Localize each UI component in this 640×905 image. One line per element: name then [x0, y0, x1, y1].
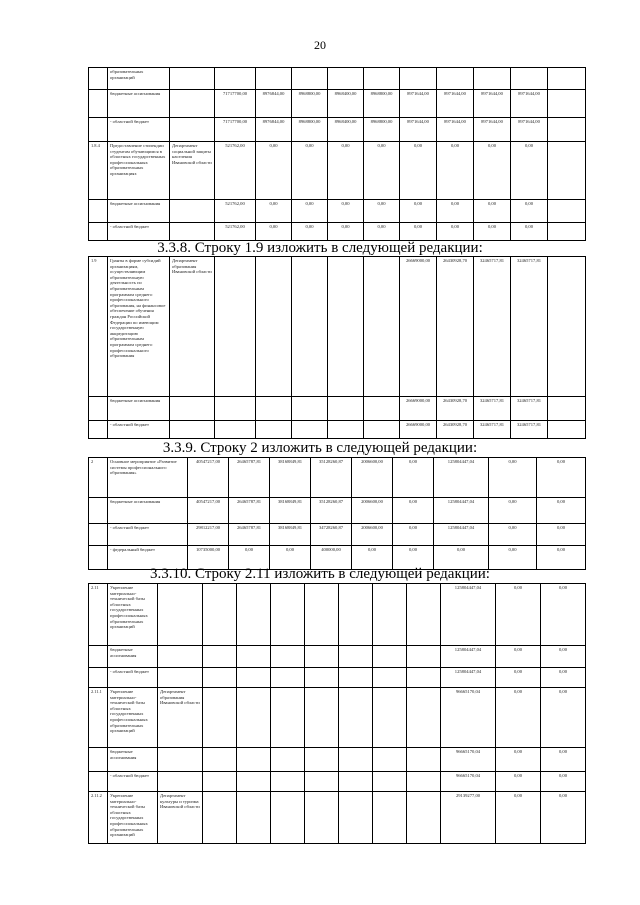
row-name: бюджетные ассигнования: [108, 90, 170, 118]
table-row: [89, 458, 586, 498]
value-cell: 0,00: [256, 142, 292, 200]
value-cell: 0,00: [292, 200, 328, 223]
value-cell: 8968800,00: [364, 90, 400, 118]
value-cell: 0,00: [229, 546, 270, 570]
value-cell: 35128260,87: [311, 498, 352, 524]
value-cell: 0,00: [393, 498, 434, 524]
value-cell: 0,00: [328, 142, 364, 200]
value-cell: 0,00: [256, 200, 292, 223]
value-cell: 125804447,04: [434, 524, 489, 546]
value-cell: 32465717,81: [511, 421, 548, 439]
value-cell: 2006600,00: [352, 458, 393, 498]
row-code: 2.11.2: [89, 792, 108, 844]
value-cell: 8971644,00: [400, 90, 437, 118]
value-cell: 32465717,81: [474, 397, 511, 421]
value-cell: 0,00: [474, 142, 511, 200]
value-cell: 125804447,04: [434, 498, 489, 524]
table-row: [89, 397, 586, 421]
row-name: - областной бюджет: [108, 772, 158, 792]
value-cell: 40547217,00: [188, 498, 229, 524]
row-name: образовательных организаций: [108, 68, 170, 90]
value-cell: 8976844,00: [256, 90, 292, 118]
value-cell: 71717700,00: [215, 118, 256, 142]
value-cell: 0,00: [511, 223, 548, 241]
value-cell: 0,00: [434, 546, 489, 570]
value-cell: 0,00: [496, 668, 541, 688]
table-row: [89, 223, 586, 241]
value-cell: 0,00: [537, 498, 586, 524]
value-cell: 26430928,70: [437, 421, 474, 439]
program-table-row-2: [88, 457, 586, 570]
value-cell: 8968400,00: [328, 118, 364, 142]
value-cell: 26669000,00: [400, 421, 437, 439]
value-cell: 2006600,00: [352, 524, 393, 546]
value-cell: 0,00: [489, 546, 537, 570]
section-heading-3-3-8: 3.3.8. Строку 1.9 изложить в следующей редакции:: [157, 240, 483, 256]
value-cell: 26465787,81: [229, 458, 270, 498]
value-cell: 0,00: [511, 142, 548, 200]
value-cell: 8968400,00: [328, 90, 364, 118]
row-name: Укрепление материально-технической базы областных государственных профессиональных образовательных организаций: [108, 688, 158, 748]
table-row: [89, 772, 586, 792]
value-cell: 0,00: [393, 458, 434, 498]
table-row: [89, 200, 586, 223]
value-cell: 0,00: [496, 772, 541, 792]
value-cell: 0,00: [496, 646, 541, 668]
value-cell: 8968800,00: [292, 118, 328, 142]
row-name: - федеральный бюджет: [108, 546, 188, 570]
executor: Департамент образования Ивановской области: [170, 257, 215, 397]
value-cell: 8971644,00: [474, 90, 511, 118]
table-row: [89, 142, 586, 200]
value-cell: 26465787,81: [229, 498, 270, 524]
value-cell: 0,00: [537, 546, 586, 570]
row-name: бюджетные ассигнования: [108, 498, 188, 524]
value-cell: 0,00: [541, 772, 586, 792]
row-name: - областной бюджет: [108, 668, 158, 688]
value-cell: 29139277,00: [441, 792, 496, 844]
value-cell: 26465787,81: [229, 524, 270, 546]
value-cell: 35128260,87: [311, 458, 352, 498]
value-cell: 8968800,00: [292, 90, 328, 118]
value-cell: 0,00: [437, 200, 474, 223]
row-code: 2.11.1: [89, 688, 108, 748]
value-cell: 2006600,00: [352, 498, 393, 524]
section-heading-3-3-10: 3.3.10. Строку 2.11 изложить в следующей редакции:: [150, 566, 490, 582]
row-name: - областной бюджет: [108, 421, 170, 439]
value-cell: 0,00: [400, 223, 437, 241]
value-cell: 0,00: [489, 524, 537, 546]
table-row: [89, 688, 586, 748]
value-cell: 521762,00: [215, 200, 256, 223]
value-cell: 521762,00: [215, 223, 256, 241]
row-code: 1.8.4: [89, 142, 108, 200]
value-cell: 0,00: [393, 546, 434, 570]
value-cell: 32465717,81: [474, 257, 511, 397]
value-cell: 125804447,04: [441, 584, 496, 646]
row-name: бюджетные ассигнования: [108, 748, 158, 772]
value-cell: 0,00: [393, 524, 434, 546]
program-table-row-1-9: [88, 256, 586, 439]
table-row: [89, 68, 586, 90]
value-cell: 0,00: [270, 546, 311, 570]
value-cell: 125804447,04: [441, 668, 496, 688]
table-row: [89, 748, 586, 772]
row-name: Гранты в форме субсидий организациям, осуществляющим образовательную деятельность по образовательным программам среднего профессионального образования, на финансовое обеспечение обучения граждан Российской Федерации по имеющим государственную аккредитацию образовательным программам среднего профессионального образования: [108, 257, 170, 397]
table-row: [89, 524, 586, 546]
row-name: Укрепление материально-технической базы областных государственных профессиональных образовательных организаций: [108, 584, 158, 646]
value-cell: 0,00: [496, 584, 541, 646]
value-cell: 0,00: [489, 458, 537, 498]
value-cell: 0,00: [474, 223, 511, 241]
value-cell: 0,00: [474, 200, 511, 223]
value-cell: 521762,00: [215, 142, 256, 200]
value-cell: 0,00: [537, 458, 586, 498]
value-cell: 32465717,81: [474, 421, 511, 439]
table-row: [89, 792, 586, 844]
table-row: [89, 646, 586, 668]
value-cell: 10735000,00: [188, 546, 229, 570]
value-cell: 26669000,00: [400, 257, 437, 397]
value-cell: 125804447,04: [441, 646, 496, 668]
row-name: - областной бюджет: [108, 524, 188, 546]
value-cell: 0,00: [292, 223, 328, 241]
value-cell: 0,00: [400, 200, 437, 223]
table-row: [89, 668, 586, 688]
value-cell: 400000,00: [311, 546, 352, 570]
executor: Департамент образования Ивановской области: [158, 688, 203, 748]
value-cell: 8971644,00: [437, 90, 474, 118]
executor: Департамент социальной защиты населения Ивановской области: [170, 142, 215, 200]
value-cell: 0,00: [256, 223, 292, 241]
value-cell: 0,00: [511, 200, 548, 223]
table-row: [89, 257, 586, 397]
value-cell: 8971644,00: [511, 118, 548, 142]
value-cell: 0,00: [328, 200, 364, 223]
value-cell: 0,00: [541, 668, 586, 688]
executor: Департамент культуры и туризма Ивановской области: [158, 792, 203, 844]
value-cell: 38168849,81: [270, 524, 311, 546]
value-cell: 0,00: [541, 748, 586, 772]
row-name: бюджетные ассигнования: [108, 200, 170, 223]
row-name: - областной бюджет: [108, 223, 170, 241]
value-cell: 38168849,81: [270, 458, 311, 498]
value-cell: 26430928,70: [437, 257, 474, 397]
value-cell: 0,00: [364, 142, 400, 200]
value-cell: 96665170,04: [441, 688, 496, 748]
table-row: [89, 118, 586, 142]
value-cell: 0,00: [352, 546, 393, 570]
value-cell: 32465717,81: [511, 397, 548, 421]
page-number: 20: [314, 38, 326, 52]
value-cell: 0,00: [437, 223, 474, 241]
row-code: 2: [89, 458, 108, 498]
value-cell: 71717700,00: [215, 90, 256, 118]
value-cell: 0,00: [541, 688, 586, 748]
value-cell: 8976844,00: [256, 118, 292, 142]
section-heading-3-3-9: 3.3.9. Строку 2 изложить в следующей редакции:: [162, 440, 478, 456]
value-cell: 0,00: [292, 142, 328, 200]
value-cell: 0,00: [541, 584, 586, 646]
value-cell: 0,00: [496, 792, 541, 844]
row-name: - областной бюджет: [108, 118, 170, 142]
value-cell: 0,00: [489, 498, 537, 524]
value-cell: 29812217,00: [188, 524, 229, 546]
value-cell: 32465717,81: [511, 257, 548, 397]
table-row: [89, 584, 586, 646]
value-cell: 125804447,04: [434, 458, 489, 498]
row-code: 1.9: [89, 257, 108, 397]
value-cell: 0,00: [400, 142, 437, 200]
value-cell: 96665170,04: [441, 748, 496, 772]
value-cell: 0,00: [541, 792, 586, 844]
value-cell: 0,00: [437, 142, 474, 200]
value-cell: 8971644,00: [474, 118, 511, 142]
value-cell: 8971644,00: [400, 118, 437, 142]
value-cell: 26430928,70: [437, 397, 474, 421]
program-table-row-2-11: [88, 583, 586, 844]
value-cell: 96665170,04: [441, 772, 496, 792]
row-name: Предоставление стипендии студентам обучающимся в областных государственных профессиональных образовательных организациях: [108, 142, 170, 200]
value-cell: 0,00: [328, 223, 364, 241]
table-row: [89, 498, 586, 524]
value-cell: 8971644,00: [511, 90, 548, 118]
value-cell: 0,00: [537, 524, 586, 546]
value-cell: 26669000,00: [400, 397, 437, 421]
row-name: Укрепление материально-технической базы областных государственных профессиональных образовательных организаций: [108, 792, 158, 844]
value-cell: 0,00: [496, 748, 541, 772]
value-cell: 0,00: [541, 646, 586, 668]
table-row: [89, 90, 586, 118]
value-cell: 34728260,87: [311, 524, 352, 546]
value-cell: 0,00: [364, 200, 400, 223]
row-code: 2.11: [89, 584, 108, 646]
row-name: бюджетные ассигнования: [108, 646, 158, 668]
value-cell: 0,00: [364, 223, 400, 241]
value-cell: 0,00: [496, 688, 541, 748]
value-cell: 40547217,00: [188, 458, 229, 498]
value-cell: 8968800,00: [364, 118, 400, 142]
value-cell: 8971644,00: [437, 118, 474, 142]
row-name: Основное мероприятие «Развитие системы профессионального образования»: [108, 458, 188, 498]
program-table-continuation: [88, 67, 586, 241]
table-row: [89, 421, 586, 439]
value-cell: 38168849,81: [270, 498, 311, 524]
row-name: бюджетные ассигнования: [108, 397, 170, 421]
